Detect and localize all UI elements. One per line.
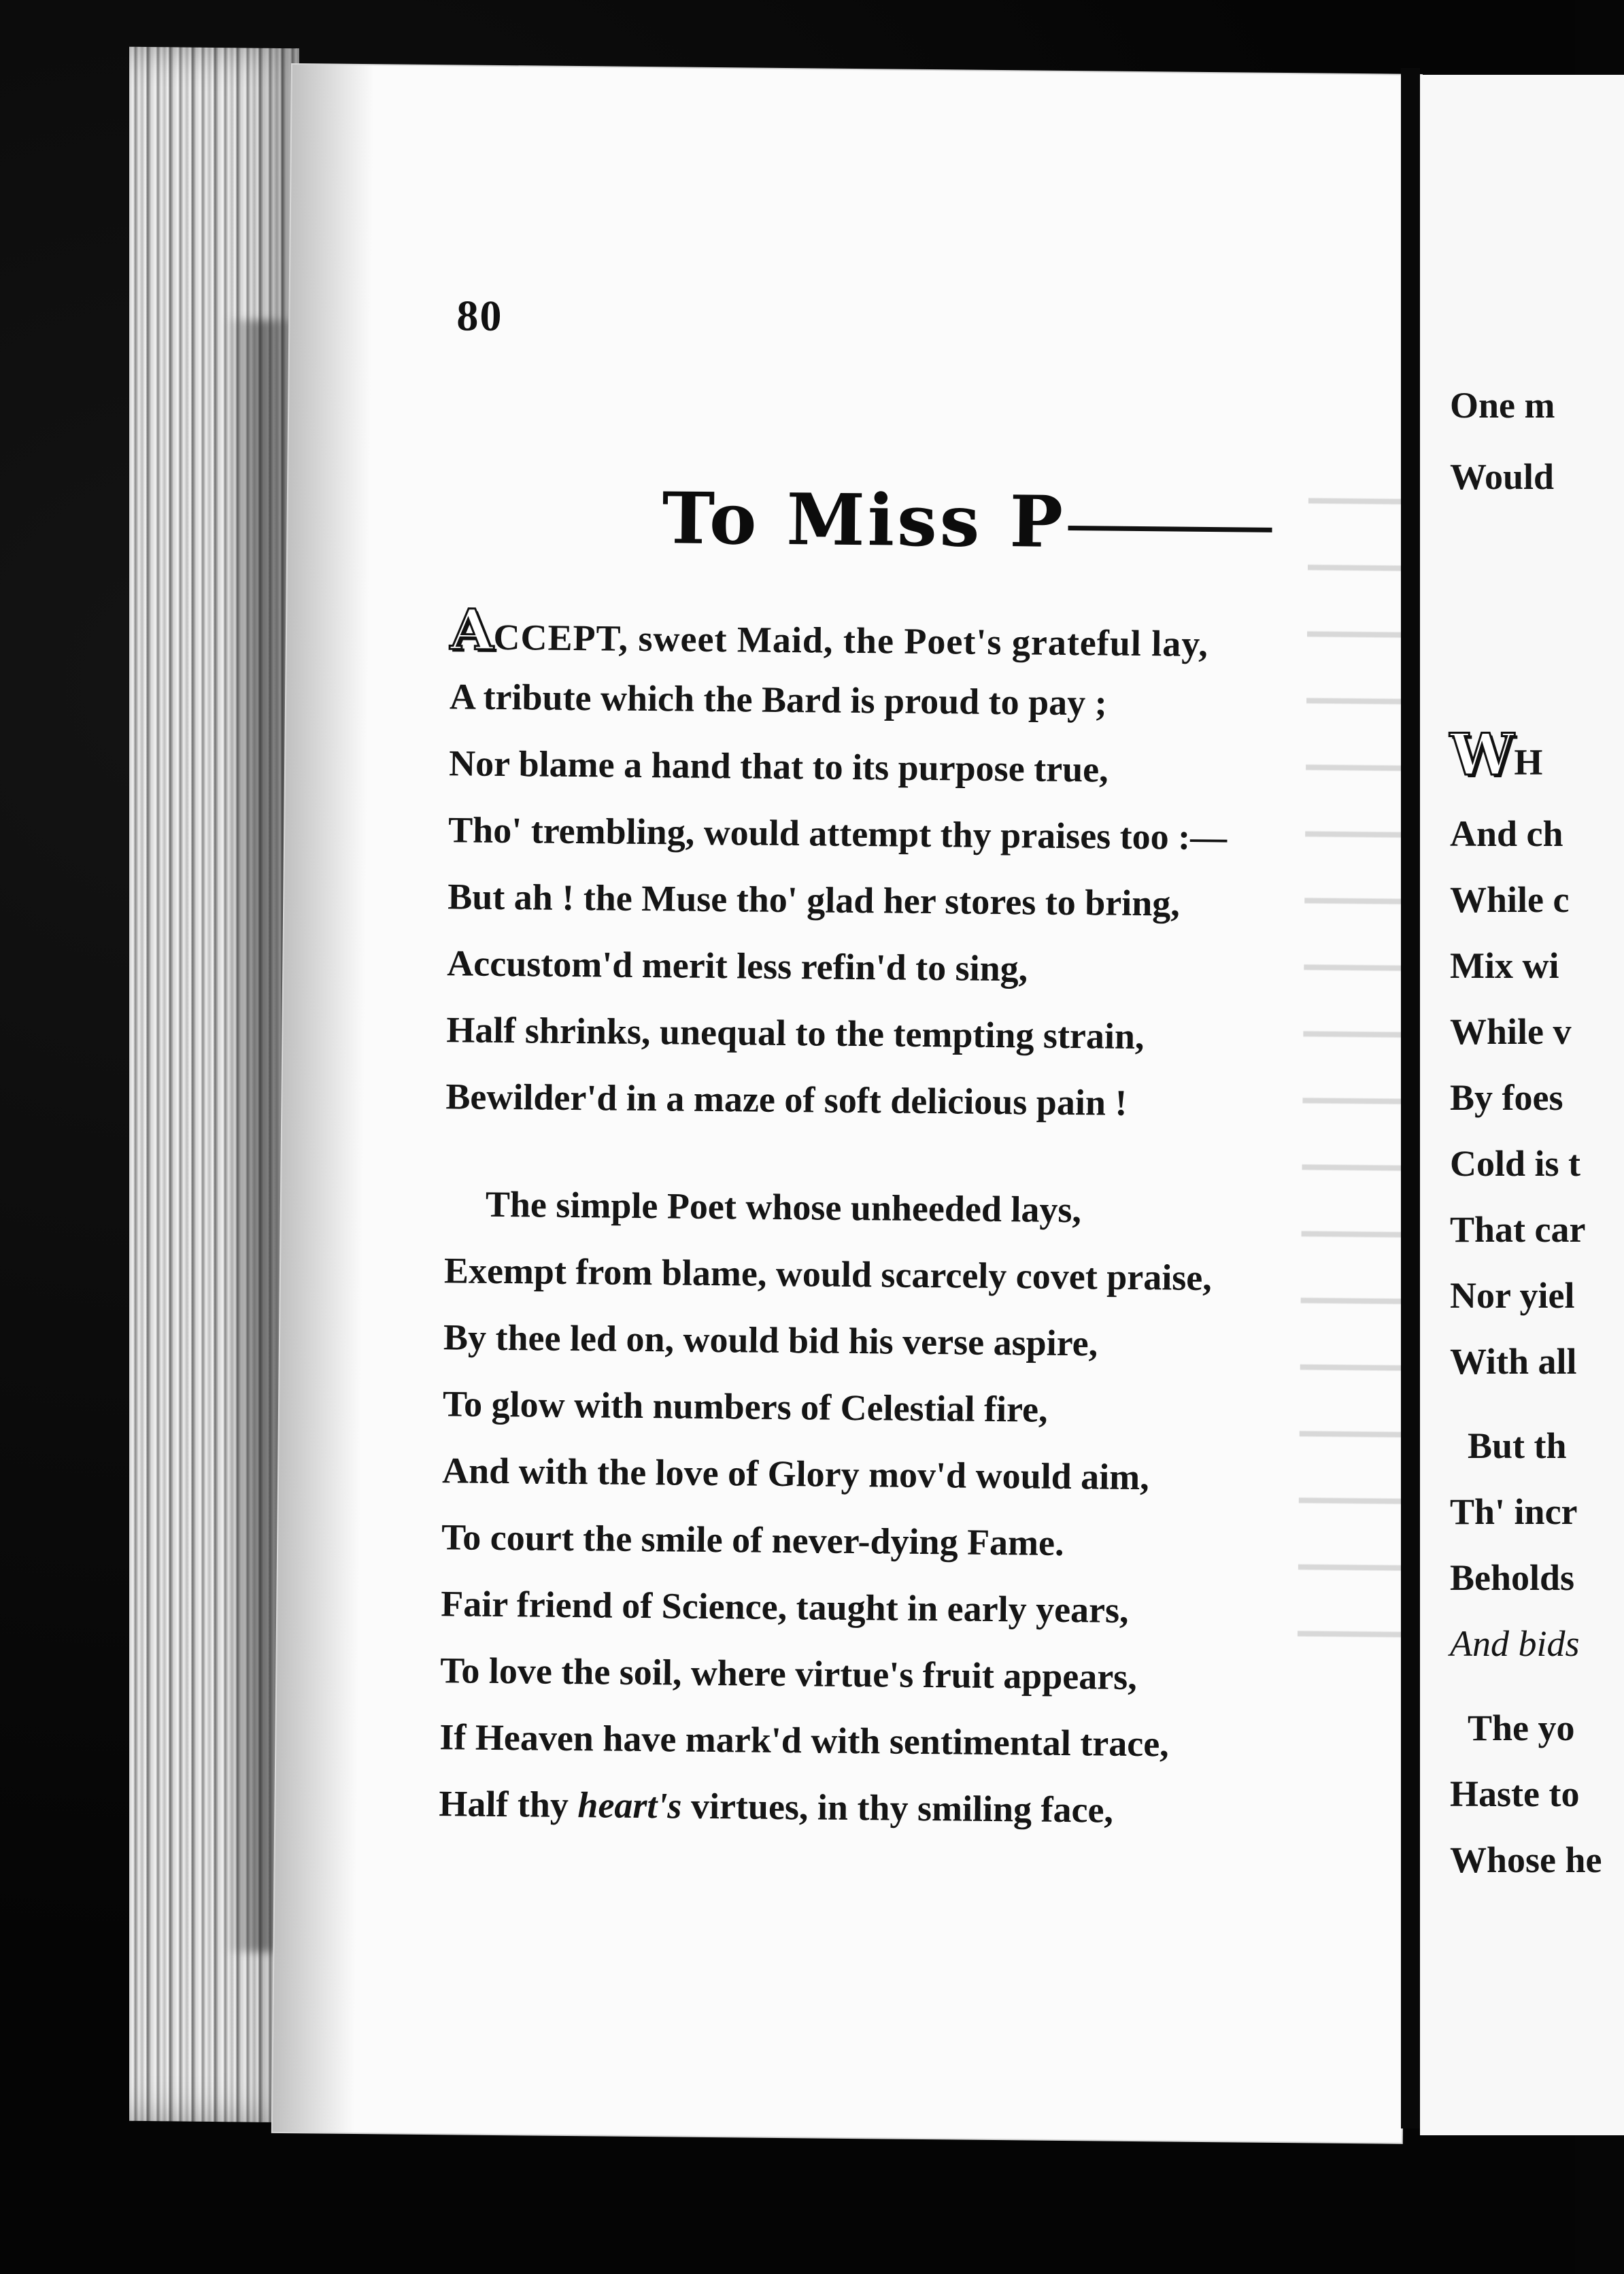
right-line: While v	[1450, 1011, 1572, 1052]
poem-line: Half shrinks, unequal to the tempting strain,	[446, 1009, 1145, 1057]
page-edges	[129, 47, 299, 2123]
poem-line: Accustom'd merit less refin'd to sing,	[447, 943, 1028, 989]
poem-line	[439, 1770, 1364, 1846]
poem-body	[439, 596, 1375, 1846]
poem-line: But ah ! the Muse tho' glad her stores to bring,	[447, 876, 1181, 924]
first-line-text: CCEPT, sweet Maid, the Poet's grateful lay,	[493, 616, 1209, 664]
poem-line: Exempt from blame, would scarcely covet praise,	[443, 1250, 1213, 1299]
right-line: Th' incr	[1450, 1491, 1578, 1532]
right-drop-rest: H	[1514, 742, 1543, 783]
poem-line: To love the soil, where virtue's fruit appears,	[440, 1650, 1138, 1698]
right-line: Nor yiel	[1450, 1275, 1575, 1316]
page-number: 80	[456, 291, 503, 340]
right-line: But th	[1468, 1425, 1567, 1466]
right-line: And ch	[1450, 813, 1563, 854]
right-page	[1420, 75, 1624, 2135]
title-rule	[1068, 526, 1272, 532]
right-line: With all	[1450, 1341, 1577, 1382]
book-spine	[1401, 68, 1420, 2128]
right-line: That car	[1450, 1209, 1586, 1250]
poem-line: If Heaven have mark'd with sentimental trace,	[439, 1716, 1170, 1765]
right-line: While c	[1450, 879, 1570, 920]
poem-line: To court the smile of never-dying Fame.	[441, 1516, 1064, 1563]
poem-line	[450, 596, 1376, 672]
right-line: Would	[1450, 456, 1555, 497]
poem-title-text: To Miss P	[662, 476, 1066, 564]
poem-line: A tribute which the Bard is proud to pay ;	[449, 676, 1107, 724]
poem-line: Tho' trembling, would attempt thy praises too :—	[447, 809, 1228, 858]
last-line-end: virtues, in thy smiling face,	[681, 1785, 1114, 1831]
left-page	[273, 65, 1421, 2143]
right-line	[1450, 721, 1542, 788]
poem-line: By thee led on, would bid his verse aspire,	[443, 1317, 1098, 1364]
last-line-start: Half thy	[439, 1783, 578, 1826]
right-line: Cold is t	[1450, 1143, 1581, 1184]
poem-line: The simple Poet whose unheeded lays,	[485, 1183, 1082, 1231]
poem-line: To glow with numbers of Celestial fire,	[442, 1383, 1048, 1430]
poem-line: Bewilder'd in a maze of soft delicious pain !	[445, 1076, 1128, 1123]
poem-line: And with the love of Glory mov'd would aim,	[441, 1450, 1149, 1498]
right-line: Haste to	[1450, 1774, 1580, 1814]
poem-line: Nor blame a hand that to its purpose true,	[448, 743, 1109, 790]
right-line: Mix wi	[1450, 945, 1559, 986]
drop-cap: A	[450, 597, 494, 663]
poem-title	[662, 476, 1272, 566]
right-line: By foes	[1450, 1077, 1563, 1118]
right-line: And bids	[1450, 1623, 1580, 1664]
right-line: Whose he	[1450, 1839, 1602, 1880]
last-line-italic: heart's	[577, 1784, 682, 1827]
right-line: The yo	[1468, 1708, 1575, 1748]
right-line: Beholds	[1450, 1557, 1575, 1598]
right-line: One m	[1450, 385, 1555, 426]
poem-line: Fair friend of Science, taught in early years,	[440, 1583, 1129, 1631]
right-drop-cap: W	[1450, 721, 1515, 788]
